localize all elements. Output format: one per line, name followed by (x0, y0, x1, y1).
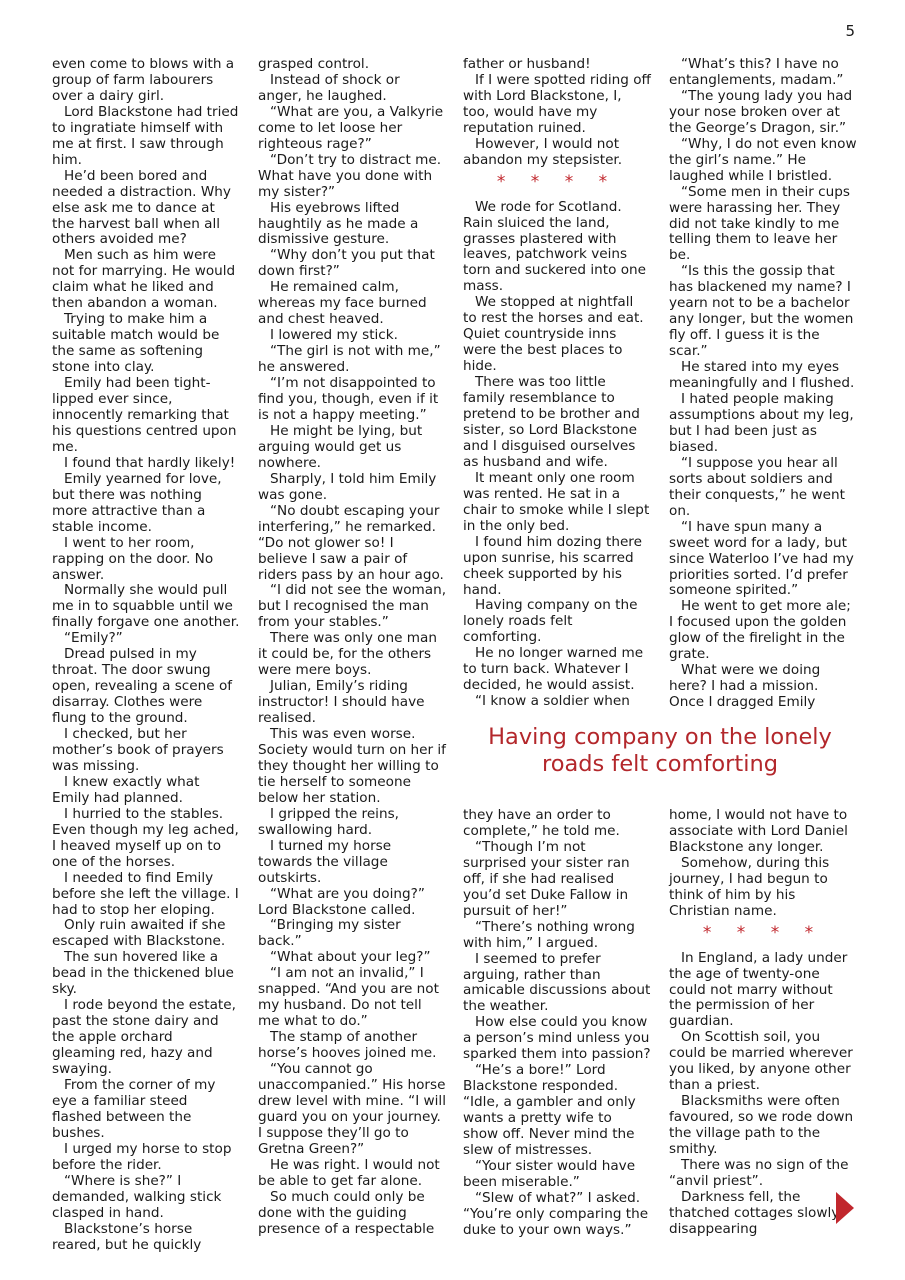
text-column-3-top (463, 57, 651, 710)
paragraph: I lowered my stick. (270, 327, 398, 344)
paragraph: He went to get more ale; I focused upon the golden glow of the firelight in the grate. (669, 598, 851, 663)
paragraph: “The girl is not with me,” he answered. (258, 343, 441, 376)
paragraph: I hurried to the stables. Even though my leg ached, I heaved myself up on to one of the horses. (52, 805, 239, 870)
paragraph: “Emily?” (64, 630, 123, 647)
paragraph: “Don’t try to distract me. What have you done with my sister?” (258, 151, 442, 200)
paragraph: I went to her room, rapping on the door. No answer. (52, 534, 214, 583)
paragraph: He stared into my eyes meaningfully and I flushed. (669, 359, 855, 392)
paragraph: He was right. I would not be able to get far alone. (258, 1156, 440, 1189)
paragraph: Lord Blackstone had tried to ingratiate himself with me at first. I saw through him. (52, 103, 239, 168)
paragraph: I knew exactly what Emily had planned. (52, 773, 200, 806)
paragraph: home, I would not have to associate with Lord Daniel Blackstone any longer. (669, 807, 848, 855)
paragraph: On Scottish soil, you could be married wherever you liked, by anyone other than a priest. (669, 1029, 853, 1094)
paragraph: The sun hovered like a bead in the thickened blue sky. (52, 949, 234, 998)
paragraph: “You cannot go unaccompanied.” His horse drew level with mine. “I will guard you on your journey. I suppose they’ll go to Gretna Green?” (258, 1061, 446, 1157)
paragraph: “I’m not disappointed to find you, though, even if it is not a happy meeting.” (258, 375, 439, 423)
paragraph: “What’s this? I have no entanglements, madam.” (669, 56, 844, 88)
paragraph: “Why don’t you put that down first?” (258, 247, 435, 280)
section-break-2: * * * * (702, 922, 824, 943)
paragraph: What were we doing here? I had a mission. Once I dragged Emily (669, 662, 821, 711)
paragraph: Instead of shock or anger, he laughed. (258, 71, 400, 104)
paragraph: “The young lady you had your nose broken over at the George’s Dragon, sir.” (669, 87, 853, 136)
paragraph: I found that hardly likely! (64, 454, 236, 471)
paragraph: “He’s a bore!” Lord Blackstone responded. “Idle, a gambler and only wants a pretty wife to show off. Never mind the slew of mistresses. (463, 1062, 636, 1159)
next-page-arrow-icon[interactable] (836, 1192, 854, 1224)
pull-quote: Having company on the lonely roads felt comforting (488, 724, 832, 777)
paragraph: Trying to make him a suitable match would be the same as softening stone into clay. (52, 311, 220, 376)
paragraph: “I know a soldier when (475, 693, 630, 710)
paragraph: Julian, Emily’s riding instructor! I should have realised. (258, 678, 425, 727)
paragraph: Blacksmiths were often favoured, so we rode down the village path to the smithy. (669, 1093, 854, 1158)
paragraph: There was too little family resemblance to pretend to be brother and sister, so Lord Blackstone and I disguised ourselves as husband and wife. (463, 374, 640, 470)
paragraph: “Though I’m not surprised your sister ran off, if she had realised you’d set Duke Fallow in pursuit of her!” (463, 838, 630, 919)
paragraph: “What about your leg?” (270, 949, 431, 966)
paragraph: “Bringing my sister back.” (258, 917, 401, 950)
text-column-4-top (669, 57, 857, 711)
paragraph: He might be lying, but arguing would get us nowhere. (258, 422, 423, 471)
paragraph: I checked, but her mother’s book of prayers was missing. (52, 726, 224, 774)
paragraph: Having company on the lonely roads felt comforting. (463, 597, 638, 646)
paragraph: We stopped at nightfall to rest the horses and eat. Quiet countryside inns were the best places to hide. (463, 294, 644, 375)
paragraph: Darkness fell, the thatched cottages slowly disappearing (669, 1188, 840, 1237)
paragraph: I hated people making assumptions about my leg, but I had been just as biased. (669, 391, 854, 455)
paragraph: I found him dozing there upon sunrise, his scarred cheek supported by his hand. (463, 533, 642, 598)
paragraph: The stamp of another horse’s hooves joined me. (258, 1029, 437, 1062)
paragraph: “I suppose you hear all sorts about soldiers and their conquests,” he went on. (669, 454, 845, 519)
paragraph: However, I would not abandon my stepsister. (463, 135, 623, 168)
paragraph: “Why, I do not even know the girl’s name.” He laughed while I bristled. (669, 135, 857, 184)
column-4-bottom-after-break (669, 951, 857, 1238)
paragraph: So much could only be done with the guiding presence of a respectable (258, 1188, 435, 1237)
paragraph: “I have spun many a sweet word for a lady, but since Waterloo I’ve had my priorities sorted. I’d prefer someone spirited.” (669, 518, 854, 599)
paragraph: “I am not an invalid,” I snapped. “And you are not my husband. Do not tell me what to do.” (258, 965, 439, 1030)
text-column-1 (52, 57, 240, 1253)
paragraph: “What are you, a Valkyrie come to let loose her righteous rage?” (258, 103, 444, 152)
paragraph: “Slew of what?” I asked. “You’re only comparing the duke to your own ways.” (463, 1189, 649, 1238)
paragraph: How else could you know a person’s mind unless you sparked them into passion? (463, 1014, 651, 1063)
paragraph: If I were spotted riding off with Lord Blackstone, I, too, would have my reputation ruined. (463, 71, 651, 136)
paragraph: There was no sign of the “anvil priest”. (669, 1157, 849, 1189)
paragraph: Only ruin awaited if she escaped with Blackstone. (52, 917, 226, 950)
paragraph: Men such as him were not for marrying. He would claim what he liked and then abandon a woman. (52, 247, 236, 312)
text-column-2 (258, 57, 446, 1238)
paragraph: Emily yearned for love, but there was nothing more attractive than a stable income. (52, 470, 222, 535)
column-4-bottom-before-break (669, 808, 857, 920)
paragraph: “What are you doing?” Lord Blackstone called. (258, 885, 425, 918)
paragraph: I seemed to prefer arguing, rather than amicable discussions about the weather. (463, 950, 651, 1015)
paragraph: I urged my horse to stop before the rider. (52, 1140, 232, 1173)
paragraph: Somehow, during this journey, I had begun to think of him by his Christian name. (669, 854, 830, 919)
section-break: * * * * (496, 171, 618, 192)
paragraph: Emily had been tight-lipped ever since, innocently remarking that his questions centred upon me. (52, 375, 237, 455)
paragraph: “No doubt escaping your interfering,” he remarked. “Do not glower so! I believe I saw a pair of riders pass by an hour ago. (258, 502, 444, 583)
paragraph: His eyebrows lifted haughtily as he made a dismissive gesture. (258, 199, 419, 248)
paragraph: From the corner of my eye a familiar steed flashed between the bushes. (52, 1077, 216, 1141)
paragraph: We rode for Scotland. Rain sluiced the land, grasses plastered with leaves, patchwork veins torn and suckered into one mass. (463, 198, 647, 295)
paragraph: they have an order to complete,” he told me. (463, 807, 620, 839)
paragraph: even come to blows with a group of farm labourers over a dairy girl. (52, 56, 235, 104)
paragraph: Blackstone’s horse reared, but he quickly (52, 1220, 202, 1253)
paragraph: This was even worse. Society would turn on her if they thought her willing to tie herself to someone below her station. (258, 726, 446, 806)
paragraph: I needed to find Emily before she left the village. I had to stop her eloping. (52, 869, 239, 918)
paragraph: There was only one man it could be, for the others were mere boys. (258, 630, 437, 679)
paragraph: father or husband! (463, 56, 591, 72)
column-3-top-after-break (463, 200, 651, 711)
paragraph: I turned my horse towards the village outskirts. (258, 837, 392, 886)
text-column-4-bottom (669, 808, 857, 1238)
column-3-top-before-break (463, 57, 651, 169)
paragraph: I gripped the reins, swallowing hard. (258, 805, 399, 838)
paragraph: Sharply, I told him Emily was gone. (258, 470, 437, 503)
paragraph: In England, a lady under the age of twenty-one could not marry without the permission of her guardian. (669, 949, 848, 1030)
paragraph: It meant only one room was rented. He sat in a chair to smoke while I slept in the only bed. (463, 469, 650, 534)
paragraph: “I did not see the woman, but I recognised the man from your stables.” (258, 582, 447, 631)
paragraph: Dread pulsed in my throat. The door swung open, revealing a scene of disarray. Clothes were flung to the ground. (52, 646, 233, 727)
paragraph: He no longer warned me to turn back. Whatever I decided, he would assist. (463, 645, 644, 694)
text-column-3-bottom (463, 808, 651, 1239)
paragraph: “Is this the gossip that has blackened my name? I yearn not to be a bachelor any longer, but the women fly off. I guess it is the scar.” (669, 263, 854, 360)
paragraph: Normally she would pull me in to squabble until we finally forgave one another. (52, 582, 240, 631)
paragraph: “Your sister would have been miserable.” (463, 1157, 636, 1190)
paragraph: He remained calm, whereas my face burned and chest heaved. (258, 279, 427, 328)
paragraph: “Where is she?” I demanded, walking stick clasped in hand. (52, 1172, 222, 1221)
paragraph: I rode beyond the estate, past the stone dairy and the apple orchard gleaming red, hazy and swaying. (52, 997, 236, 1078)
paragraph: grasped control. (258, 56, 370, 72)
paragraph: “Some men in their cups were harassing her. They did not take kindly to me telling them to leave her be. (669, 183, 850, 264)
page-number: 5 (845, 22, 855, 40)
paragraph: “There’s nothing wrong with him,” I argued. (463, 918, 635, 951)
paragraph: He’d been bored and needed a distraction. Why else ask me to dance at the harvest ball when all others avoided me? (52, 167, 231, 248)
